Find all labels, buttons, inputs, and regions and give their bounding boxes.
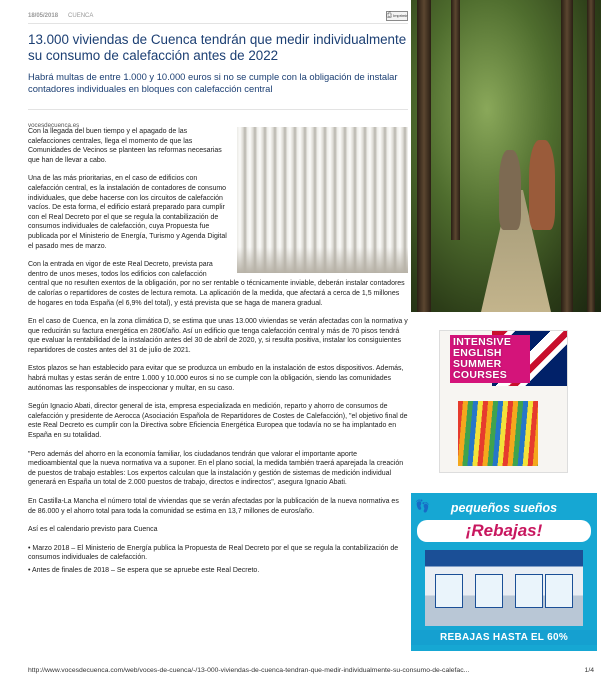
article <box>28 8 408 663</box>
paragraph: Con la entrada en vigor de este Real Decreto, prevista para dentro de unos meses, todos los edificios con calefacción central que no resulten exentos de la obligación, por no ser rentable o técnicamente inviable, deberán instalar contadores de calorías o repartidores de costes de lectura remota. La aplicación de la medida, que afectará a cerca de 1,5 millones de hogares en toda España (el 6,9% del total), y está prevista que se haga de manera gradual. <box>28 261 405 307</box>
paragraph: Así es el calendario previsto para Cuenca <box>28 526 158 534</box>
print-button[interactable] <box>386 11 408 21</box>
article-subtitle: Habrá multas de entre 1.000 y 10.000 euros si no se cumple con la obligación de instalar contadores individuales en bloques con calefacción central <box>28 71 398 94</box>
ad-title: INTENSIVE ENGLISH SUMMER COURSES <box>450 335 530 383</box>
page-number: 1/4 <box>584 666 594 674</box>
pequenos-suenos-ad[interactable] <box>411 493 597 651</box>
ad-brand: pequeños sueños <box>450 501 558 515</box>
paragraph: En Castilla-La Mancha el número total de viviendas que se verán afectadas por la publicación de la nueva normativa es de 86.000 y el ahorro total para toda la comunidad se estima en 13,7 millones de euros/año. <box>28 498 399 515</box>
pencils-graphic <box>458 401 538 466</box>
page-footer <box>28 663 594 677</box>
ad-sale: ¡Rebajas! <box>417 520 591 542</box>
footer-url[interactable]: http://www.vocesdecuenca.com/web/voces-de-cuenca/-/13-000-viviendas-de-cuenca-tendran-que-medir-individualmente-su-consumo-de-calefac... <box>28 666 470 674</box>
english-courses-ad[interactable] <box>439 330 568 473</box>
article-source: vocesdecuenca.es <box>28 122 80 129</box>
footprints-icon: 👣 <box>415 499 430 513</box>
article-title: 13.000 viviendas de Cuenca tendrán que medir individualmente su consumo de calefacción antes de 2022 <box>28 32 407 63</box>
article-section: CUENCA <box>68 12 94 19</box>
print-label: Imprimir <box>393 13 408 18</box>
printer-icon: ⎙ <box>386 12 393 19</box>
paragraph: "Pero además del ahorro en la economía familiar, los ciudadanos tendrán que valorar el importante aporte medioambiental que la nueva normativa va a suponer. En el plano social, la medida también traerá aparejada la creación de puestos de trabajo estables: Los expertos calculan que la instalación y gestión de sistemas de medición individual generará en España un total de 2.000 puestos de trabajo, directos e indirectos", asegura Ignacio Abati. <box>28 450 404 487</box>
article-body <box>28 127 408 585</box>
list-item: • Antes de finales de 2018 – Se espera que se apruebe este Real Decreto. <box>28 566 260 574</box>
paragraph: Con la llegada del buen tiempo y el apagado de las calefacciones centrales, llega el momento de que las Comunidades de Vecinos se planteen las reformas necesarias que han de llevar a cabo. <box>28 128 222 164</box>
hikers-forest-photo <box>411 0 601 312</box>
storefront-graphic <box>425 550 583 626</box>
paragraph: Una de las más prioritarias, en el caso de edificios con calefacción central, es la instalación de contadores de consumo individuales, que debe hacerse con los circuitos de calefacción vacíos. De esta forma, el edificio estará preparado para cumplir con el Real Decreto por el que se regula la contabilización de consumos individuales de calefacción, cuya Propuesta fue publicada por el Ministerio de Energía, Turismo y Agenda Digital el pasado mes de marzo. <box>28 175 227 250</box>
article-meta <box>28 8 408 24</box>
list-item: • Marzo 2018 – El Ministerio de Energía publica la Propuesta de Real Decreto por el que se regula la contabilización de consumos individuales de calefacción. <box>28 544 399 562</box>
radiator-photo <box>237 127 408 273</box>
paragraph: En el caso de Cuenca, en la zona climática D, se estima que unas 13.000 viviendas se verán afectadas con la normativa y que reducirán su factura energética en 280€/año. Así un edificio que tenga calefacción central y más de 70 pisos tendrá que evaluar la rentabilidad de la instalación antes del 30 de abril de 2020, y, si resulta positiva, instalar los consiguientes repartidores de costes antes del 31 de julio de 2021. <box>28 318 408 354</box>
paragraph: Estos plazos se han establecido para evitar que se produzca un embudo en la instalación de estos dispositivos. Además, habrá multas y estas serán de entre 1.000 y 10.000 euros si no se cumple con la obligación, siendo las comunidades autónomas las responsables de inspeccionar y multar, en su caso. <box>28 365 404 392</box>
ad-banner: REBAJAS HASTA EL 60% <box>411 630 597 645</box>
paragraph: Según Ignacio Abati, director general de ista, empresa especializada en medición, reparto y ahorro de consumos de calefacción y presidente de Aerocca (Asociación Española de Repartidores de Costes de Calefacción), "el objetivo final de este Real Decreto es cumplir con la Directiva sobre Eficiencia Energética Europea que todavía no se ha implantado en España en su totalidad. <box>28 403 408 440</box>
article-date: 18/05/2018 <box>28 12 59 19</box>
source-row <box>28 109 408 127</box>
